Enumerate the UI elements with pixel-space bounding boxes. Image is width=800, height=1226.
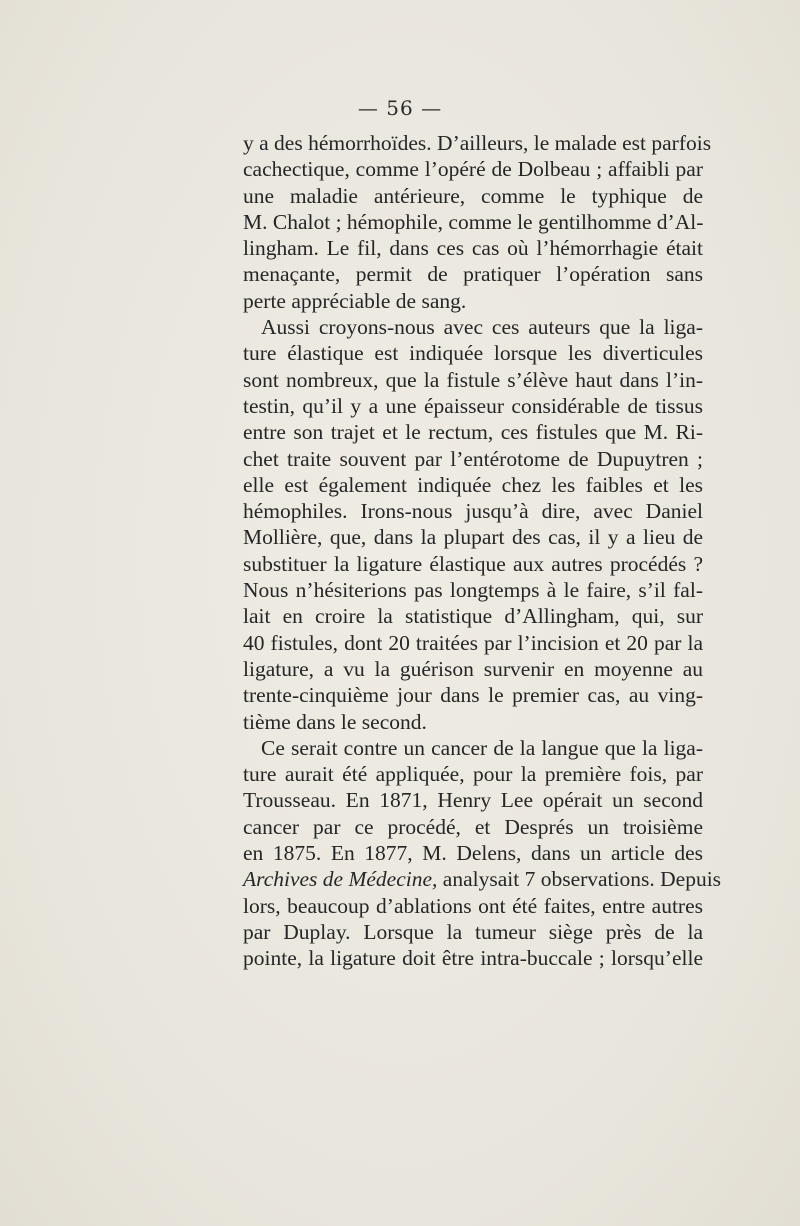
text-line: cachectique, comme l’opéré de Dolbeau ; affaibli par [243, 157, 703, 182]
text-line: entre son trajet et le rectum, ces fistules que M. Ri- [243, 420, 703, 445]
text-line: une maladie antérieure, comme le typhique de [243, 183, 703, 208]
text-line: ligature, a vu la guérison survenir en moyenne au [243, 656, 703, 681]
paragraph-3 [243, 735, 722, 972]
text-line: tième dans le second. [243, 709, 427, 734]
journal-title: Archives de Médecine, [243, 867, 438, 892]
text-line: substituer la ligature élastique aux autres procédés ? [243, 551, 703, 576]
text-line: chet traite souvent par l’entérotome de Dupuytren ; [243, 446, 703, 471]
text-line: Ce serait contre un cancer de la langue que la liga- [261, 735, 703, 760]
text-line: M. Chalot ; hémophile, comme le gentilhomme d’Al- [243, 209, 704, 234]
text-line: sont nombreux, que la fistule s’élève haut dans l’in- [243, 367, 703, 392]
text-line: 40 fistules, dont 20 traitées par l’incision et 20 par la [243, 630, 703, 655]
text-line: Aussi croyons-nous avec ces auteurs que la liga- [261, 315, 703, 340]
text-line: lors, beaucoup d’ablations ont été faites, entre autres [243, 893, 703, 918]
text-line: lait en croire la statistique d’Allingham, qui, sur [243, 604, 703, 629]
paragraph-1 [243, 130, 712, 314]
text-line [243, 866, 722, 892]
text-line: ture aurait été appliquée, pour la première fois, par [243, 762, 703, 787]
text-line: trente-cinquième jour dans le premier cas, au ving- [243, 683, 703, 708]
text-line: perte appréciable de sang. [243, 288, 467, 313]
text-line: Nous n’hésiterions pas longtemps à le faire, s’il fal- [243, 578, 703, 603]
text-line: lingham. Le fil, dans ces cas où l’hémorrhagie était [243, 236, 703, 261]
text-line: Trousseau. En 1871, Henry Lee opérait un second [243, 788, 703, 813]
text-line: y a des hémorrhoïdes. D’ailleurs, le malade est parfois [243, 131, 712, 155]
page-number: — 56 — [357, 96, 443, 120]
text-line: menaçante, permit de pratiquer l’opération sans [243, 262, 703, 287]
text-fragment: analysait 7 observations. Depuis [437, 867, 722, 892]
text-line: par Duplay. Lorsque la tumeur siège près de la [243, 919, 703, 944]
text-line: Mollière, que, dans la plupart des cas, il y a lieu de [243, 525, 703, 550]
text-line: en 1875. En 1877, M. Delens, dans un article des [243, 841, 703, 866]
text-line: hémophiles. Irons-nous jusqu’à dire, avec Daniel [243, 499, 703, 524]
text-line: pointe, la ligature doit être intra-buccale ; lorsqu’elle [243, 946, 703, 971]
body-text [243, 130, 722, 972]
text-line: elle est également indiquée chez les faibles et les [243, 472, 703, 497]
text-line: cancer par ce procédé, et Després un troisième [243, 814, 703, 839]
text-line: testin, qu’il y a une épaisseur considérable de tissus [243, 393, 703, 418]
text-line: ture élastique est indiquée lorsque les diverticules [243, 341, 703, 366]
paragraph-2 [243, 314, 703, 735]
